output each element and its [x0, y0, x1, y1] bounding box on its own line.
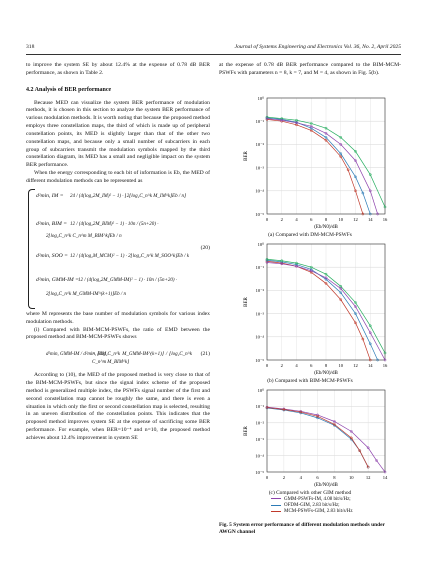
- x-axis-label: (Eb/N0)/dB: [314, 483, 338, 488]
- x-tick-label: 10: [348, 475, 354, 480]
- y-tick-label: 10⁻³: [255, 165, 264, 171]
- x-tick-label: 8: [324, 217, 328, 222]
- y-tick-label: 10⁻²: [255, 288, 264, 294]
- y-tick-label: 10⁻³: [255, 311, 264, 317]
- legend-entry: [271, 509, 401, 515]
- subfigure-caption: (b) Compared with BIM-MCM-PSWFs: [267, 378, 353, 384]
- y-tick-label: 10⁰: [257, 95, 264, 101]
- eq-lhs: d²min, GMM-IM =: [36, 276, 79, 283]
- ber-chart-c: [219, 384, 401, 490]
- running-header: [26, 44, 401, 54]
- x-tick-label: 8: [324, 363, 328, 368]
- x-tick-label: 14: [382, 475, 388, 480]
- legend-swatch: [271, 505, 281, 506]
- x-tick-label: 0: [265, 475, 269, 480]
- eq-rhs: 2⌊log₂C_n^k M_GMM-IM^(k+1)⌋Eb / n: [46, 291, 127, 297]
- section-heading: 4.2 Analysis of BER performance: [26, 86, 112, 93]
- y-tick-label: 10⁻¹: [255, 265, 264, 270]
- eq-rhs: 24 / (4(log₂2M_IM)² − 1) · ⌊2⌊log₂C_n^k M_IM^k⌋Eb / n⌋: [70, 193, 186, 199]
- x-tick-label: 6: [310, 217, 313, 222]
- x-tick-label: 4: [295, 363, 298, 368]
- y-tick-label: 10⁻¹: [255, 404, 264, 410]
- x-axis-label: (Eb/N0)/dB: [314, 225, 338, 230]
- x-tick-label: 10: [338, 363, 344, 368]
- x-tick-label: 4: [299, 475, 302, 480]
- y-tick-label: 10⁰: [257, 241, 264, 247]
- eq-lhs: d²min, BIM =: [36, 220, 68, 227]
- y-tick-label: 10⁻⁴: [255, 334, 264, 340]
- legend-label: OFDM-GIM, 2.83 bit/s/Hz;: [284, 503, 340, 509]
- eq-rhs: 12 / (4(log₂2M_GMM-IM)² − 1) · 10n / (5n+20) ·: [78, 277, 177, 283]
- legend-swatch: [271, 498, 281, 499]
- x-tick-label: 0: [265, 217, 269, 222]
- paragraph: (i) Compared with BIM-MCM-PSWFs, the ratio of EMD between the proposed method and BIM-MCM-PSWFs shows: [26, 326, 210, 341]
- eq-rhs: 2⌊log₂C_n^k C_n^m M_BIM^k⌋Eb / n: [46, 233, 122, 239]
- y-tick-label: 10⁻¹: [255, 119, 264, 124]
- eq-rhs: 12 / (4(log₂M_MCM)² − 1) · 2⌊log₂C_n^k M_SOO^k⌋Eb / k: [70, 253, 189, 259]
- y-tick-label: 10⁻⁴: [255, 453, 264, 459]
- y-axis-label: BER: [244, 426, 249, 436]
- y-tick-label: 10⁻²: [255, 420, 264, 426]
- y-axis-label: BER: [244, 151, 249, 161]
- series-line: [267, 119, 378, 214]
- paragraph: According to (10), the MED of the proposed method is very close to that of the BIM-MCM-PSWFs, but since the signal index scheme of the proposed method is generalized multiple index, the PSWFs signal number of the first and second constellation map cannot be roughly the same, and there is even a situation in which only the first or second constellation map is selected, resulting in an uneven distribution of the constellation points. This indicates that the proposed method improves system SE at the expense of sacrificing some BER performance. For example, when BER=10⁻⁴ and n=10, the proposed method achieves about 12.4% improvement in system SE: [26, 372, 210, 441]
- equation-number: (20): [200, 244, 210, 251]
- series-line: [267, 119, 363, 214]
- eq-lhs: d²min, GMM-IM / d²min, BIM: [46, 352, 107, 358]
- x-tick-label: 12: [353, 363, 358, 368]
- series-line: [267, 261, 370, 360]
- x-tick-label: 4: [295, 217, 298, 222]
- eq-rhs: 12 / (4(log₂2M_BIM)² − 1) · 10n / (5n+20) ·: [70, 221, 159, 227]
- y-tick-label: 10⁻⁵: [255, 469, 264, 475]
- x-tick-label: 12: [353, 217, 358, 222]
- y-tick-label: 10⁻⁵: [255, 357, 264, 363]
- y-tick-label: 10⁻²: [255, 142, 264, 148]
- x-axis-label: (Eb/N0)/dB: [314, 371, 338, 376]
- brace: [28, 189, 35, 309]
- figure-panel-a: [219, 92, 401, 238]
- page-number: 318: [26, 44, 35, 50]
- equation-20: [26, 189, 210, 309]
- paragraph: When the energy corresponding to each bit of information is Eb, the MED of different modulation methods can be represented as: [26, 170, 210, 184]
- x-tick-label: 8: [333, 475, 336, 480]
- subfigure-caption: (a) Compared with DM-MCM-PSWFs: [268, 232, 352, 238]
- y-axis-label: BER: [244, 297, 249, 307]
- y-tick-label: 10⁻⁴: [255, 188, 264, 194]
- paragraph: to improve the system SE by about 12.4% at the expense of 0.78 dB BER performance, as shown in Table 2.: [26, 62, 210, 76]
- series-line: [267, 407, 385, 472]
- subfigure-caption: (c) Compared with other GIM method: [268, 490, 352, 496]
- figure-caption: Fig. 5 System error performance of different modulation methods under AWGN channel: [219, 522, 385, 535]
- series-line: [267, 118, 370, 214]
- x-tick-label: 14: [367, 363, 373, 368]
- legend-label: GMM-PSWFs-IM, 4.08 bit/s/Hz;: [284, 497, 351, 502]
- eq-lhs: d²min, SOO =: [36, 252, 68, 259]
- x-tick-label: 12: [365, 475, 371, 480]
- eq-rhs: = ⌊log₂C_n^k M_GMM-IM^(k+1)⌋ / ⌊log₂C_n^k C_n^m M_BIM^k⌋: [92, 352, 192, 366]
- paragraph: Because MED can visualize the system BER performance of modulation methods, it is chosen in this section to analyze the system BER performance of various modulation methods. It is worth noting that because the proposed method employs three constellation maps, the third of which is made up of peripheral constellation points, its MED is slightly larger than that of the other two constellation maps, and because only a small number of subcarriers in each group of subcarriers transmit the modulation symbols mapped by the third constellation diagram, its MED has a small and negligible impact on the system BER performance.: [26, 99, 210, 169]
- figure-panel-c: [219, 384, 401, 516]
- plot-frame: [267, 390, 385, 472]
- right-column: [219, 62, 401, 78]
- series-line: [267, 260, 378, 360]
- ber-chart-a: [219, 92, 401, 232]
- eq-lhs: d²min, IM =: [36, 192, 64, 199]
- ber-chart-b: [219, 238, 401, 378]
- x-tick-label: 16: [382, 217, 388, 222]
- legend-swatch: [271, 511, 281, 512]
- x-tick-label: 6: [316, 475, 319, 480]
- x-tick-label: 2: [280, 217, 283, 222]
- x-tick-label: 10: [338, 217, 344, 222]
- x-tick-label: 0: [265, 363, 269, 368]
- x-tick-label: 2: [280, 363, 283, 368]
- header-rule: [26, 54, 401, 55]
- equation-21: [26, 345, 210, 369]
- journal-title: Journal of Systems Engineering and Electronics Vol. 36, No. 2, April 2025: [234, 44, 401, 50]
- left-column: [26, 62, 210, 443]
- y-tick-label: 10⁻⁵: [255, 211, 264, 217]
- x-tick-label: 2: [282, 475, 286, 480]
- chart-legend: [271, 497, 401, 516]
- y-tick-label: 10⁰: [257, 387, 264, 393]
- equation-number: (21): [200, 351, 210, 358]
- paragraph: where M represents the base number of modulation symbols for various index modulation methods.: [26, 310, 210, 325]
- x-tick-label: 14: [367, 217, 373, 222]
- figure-panel-b: [219, 238, 401, 384]
- legend-label: MCM-PSWFs-GIM, 2.83 bit/s/Hz: [284, 509, 353, 515]
- x-tick-label: 6: [310, 363, 313, 368]
- paragraph: at the expense of 0.78 dB BER performance compared to the BIM-MCM-PSWFs with parameters n = 8, k = 7, and M = 4, as shown in Fig. 5(b).: [219, 62, 401, 76]
- y-tick-label: 10⁻³: [255, 437, 264, 442]
- x-tick-label: 16: [382, 363, 388, 368]
